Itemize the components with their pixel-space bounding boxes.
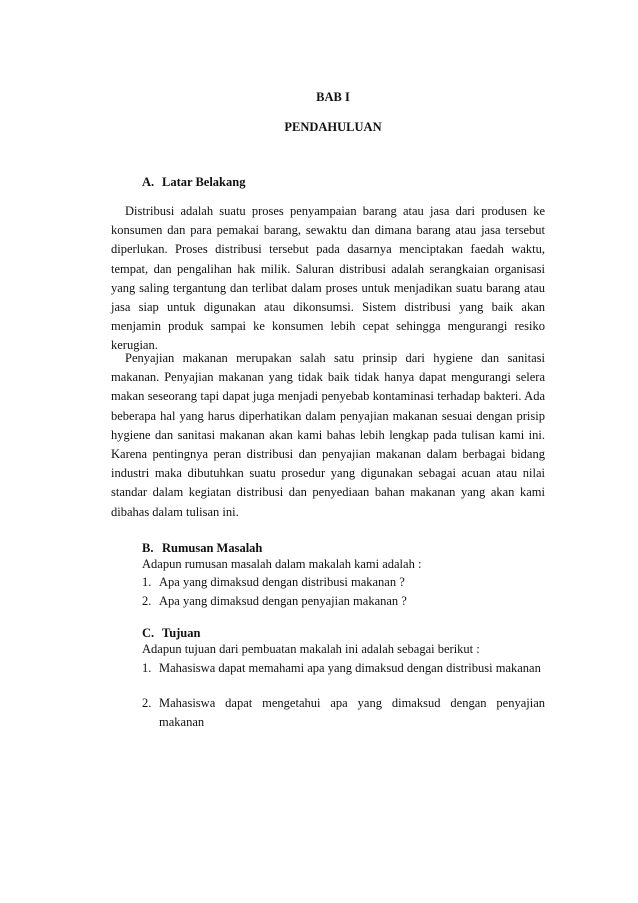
list-text: Mahasiswa dapat mengetahui apa yang dimaksud dengan penyajian makanan [159, 696, 545, 730]
section-c-intro: Adapun tujuan dari pembuatan makalah ini adalah sebagai berikut : [142, 642, 480, 656]
section-c-title: Tujuan [162, 626, 201, 640]
section-c-item-1 [142, 659, 545, 678]
section-c-item-2 [142, 694, 545, 732]
section-b-intro: Adapun rumusan masalah dalam makalah kami adalah : [142, 557, 422, 571]
list-number: 2. [142, 594, 152, 608]
list-number: 1. [142, 575, 152, 589]
section-b-item-2 [142, 592, 545, 611]
section-a-letter: A. [142, 175, 155, 189]
section-a-paragraph-2: Penyajian makanan merupakan salah satu prinsip dari hygiene dan sanitasi makanan. Penyajian makanan yang tidak baik tidak hanya dapat mengurangi selera makan seseorang tapi dapat juga menjadi penyebab kontaminasi terhadap bakteri. Ada beberapa hal yang harus diperhatikan dalam penyajian makanan sesuai dengan prisip hygiene dan sanitasi makanan akan kami bahas lebih lengkap pada tulisan kami ini. Karena pentingnya peran distribusi dan penyajian makanan dalam berbagai bidang industri maka dibutuhkan suatu prosedur yang digunakan sebagai acuan atau nilai standar dalam kegiatan distribusi dan penyediaan bahan makanan yang akan kami dibahas dalam tulisan ini. [111, 351, 545, 519]
section-b-letter: B. [142, 541, 154, 555]
section-b-heading [142, 541, 262, 556]
chapter-title: PENDAHULUAN [284, 120, 382, 134]
section-b-item-1 [142, 573, 545, 592]
section-a-paragraph-1: Distribusi adalah suatu proses penyampaian barang atau jasa dari produsen ke konsumen dan para pemakai barang, sewaktu dan dimana barang atau jasa tersebut diperlukan. Proses distribusi tersebut pada dasarnya menciptakan faedah waktu, tempat, dan pengalihan hak milik. Saluran distribusi adalah serangkaian organisasi yang saling tergantung dan terlibat dalam proses untuk menjadikan suatu barang atau jasa siap untuk digunakan atau dikonsumsi. Sistem distribusi yang baik akan menjamin produk sampai ke konsumen lebih cepat sehingga mengurangi resiko kerugian. [111, 204, 545, 353]
section-c-heading [142, 626, 200, 641]
list-text: Apa yang dimaksud dengan penyajian makanan ? [159, 594, 407, 608]
list-number: 1. [142, 661, 152, 675]
section-a-title: Latar Belakang [162, 175, 246, 189]
list-text: Apa yang dimaksud dengan distribusi makanan ? [159, 575, 405, 589]
chapter-number: BAB I [316, 90, 350, 104]
section-a-heading [142, 175, 245, 190]
section-c-letter: C. [142, 626, 155, 640]
list-text: Mahasiswa dapat memahami apa yang dimaksud dengan distribusi makanan [159, 661, 541, 675]
section-b-title: Rumusan Masalah [162, 541, 263, 555]
list-number: 2. [142, 696, 152, 710]
